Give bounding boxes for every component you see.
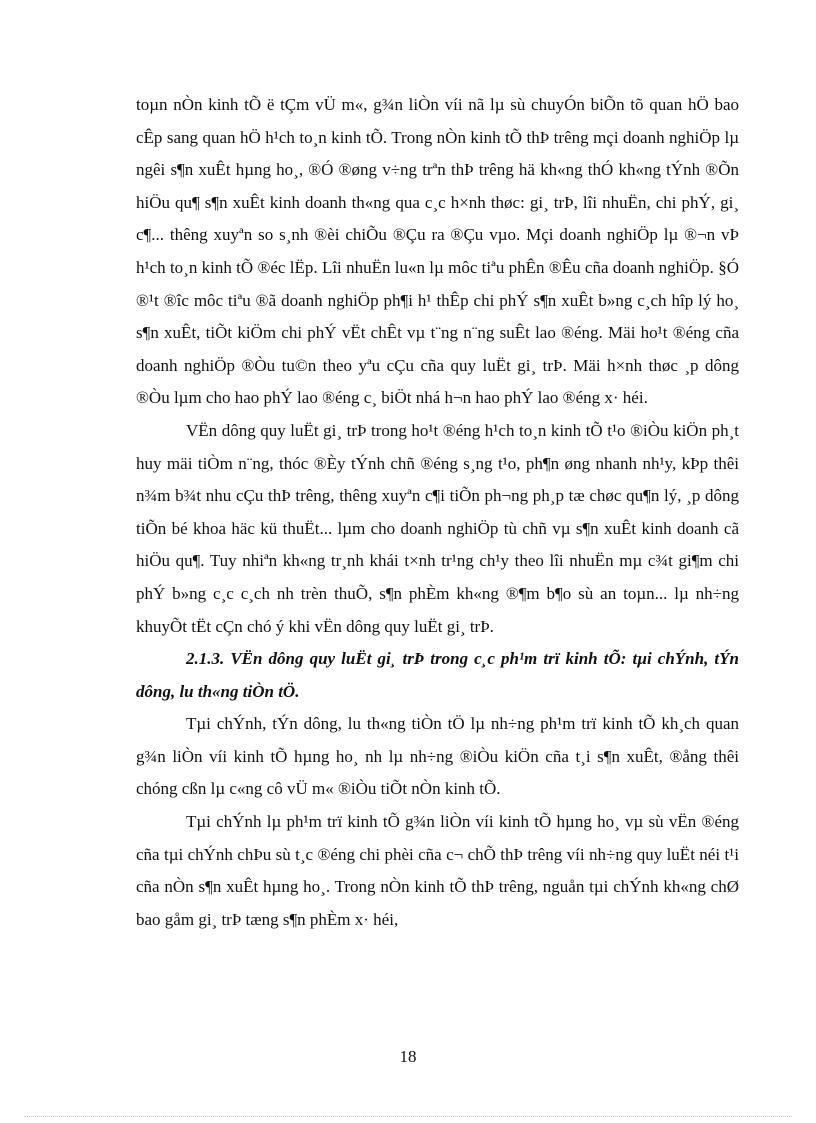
paragraph-3: Tµi chÝnh, tÝn dông, lu th«ng tiÒn tÖ lµ nh÷ng ph¹m trï kinh tÕ kh¸ch quan g¾n liÒn víi kinh tÕ hµng ho¸ nh lµ nh÷ng ®iÒu kiÖn cña t¸i s¶n xuÊt, ®ång thêi chóng cßn lµ c«ng cô vÜ m« ®iÒu tiÕt nÒn kinh tÕ.: [136, 714, 739, 799]
paragraph-1: toµn nÒn kinh tÕ ë tÇm vÜ m«, g¾n liÒn víi nã lµ sù chuyÓn biÕn tõ quan hÖ bao cÊp sang quan hÖ h¹ch to¸n kinh tÕ. Trong nÒn kinh tÕ thÞ trêng mçi doanh nghiÖp lµ ngêi s¶n xuÊt hµng ho¸, ®Ó ®øng v÷ng trªn thÞ trêng hä kh«ng thÓ kh«ng tÝnh ®Õn hiÖu qu¶ s¶n xuÊt kinh doanh th«ng qua c¸c h×nh thøc: gi¸ trÞ, lîi nhuËn, chi phÝ, gi¸ c¶... thêng xuyªn so s¸nh ®èi chiÕu ®Çu ra ®Çu vµo. Mçi doanh nghiÖp lµ ®¬n vÞ h¹ch to¸n kinh tÕ ®éc lËp. Lîi nhuËn lu«n lµ môc tiªu phÊn ®Êu cña doanh nghiÖp. §Ó ®¹t ®îc môc tiªu ®ã doanh nghiÖp ph¶i h¹ thÊp chi phÝ s¶n xuÊt b»ng c¸ch hîp lý ho¸ s¶n xuÊt, tiÕt kiÖm chi phÝ vËt chÊt vµ t¨ng n¨ng suÊt lao ®éng. Mäi ho¹t ®éng cña doanh nghiÖp ®Òu tu©n theo yªu cÇu cña quy luËt gi¸ trÞ. Mäi h×nh thøc ¸p dông ®Òu lµm cho hao phÝ lao ®éng c¸ biÖt nhá h¬n hao phÝ lao ®éng x· héi.: [136, 95, 739, 408]
body-text: [136, 89, 739, 936]
paragraph-2: VËn dông quy luËt gi¸ trÞ trong ho¹t ®éng h¹ch to¸n kinh tÕ t¹o ®iÒu kiÖn ph¸t huy mäi tiÒm n¨ng, thóc ®Èy tÝnh chñ ®éng s¸ng t¹o, ph¶n øng nhanh nh¹y, kÞp thêi n¾m b¾t nhu cÇu thÞ trêng, thêng xuyªn c¶i tiÕn ph¬ng ph¸p tæ chøc qu¶n lý, ¸p dông tiÕn bé khoa häc kü thuËt... lµm cho doanh nghiÖp tù chñ vµ s¶n xuÊt kinh doanh cã hiÖu qu¶. Tuy nhiªn kh«ng tr¸nh khái t×nh tr¹ng ch¹y theo lîi nhuËn mµ c¾t gi¶m chi phÝ b»ng c¸c c¸ch nh trèn thuÕ, s¶n phÈm kh«ng ®¶m b¶o sù an toµn... lµ nh÷ng khuyÕt tËt cÇn chó ý khi vËn dông quy luËt gi¸ trÞ.: [136, 420, 739, 636]
page-bottom-divider: [24, 1116, 792, 1117]
page-number: 18: [399, 1047, 417, 1066]
paragraph-4: Tµi chÝnh lµ ph¹m trï kinh tÕ g¾n liÒn víi kinh tÕ hµng ho¸ vµ sù vËn ®éng cña tµi chÝnh chÞu sù t¸c ®éng chi phèi cña c¬ chÕ thÞ trêng víi nh÷ng quy luËt néi t¹i cña nÒn s¶n xuÊt hµng ho¸. Trong nÒn kinh tÕ thÞ trêng, nguån tµi chÝnh kh«ng chØ bao gåm gi¸ trÞ tæng s¶n phÈm x· héi,: [136, 812, 739, 929]
section-heading: 2.1.3. VËn dông quy luËt gi¸ trÞ trong c¸c ph¹m trï kinh tÕ: tµi chÝnh, tÝn dông, lu th«ng tiÒn tÖ.: [136, 649, 739, 701]
